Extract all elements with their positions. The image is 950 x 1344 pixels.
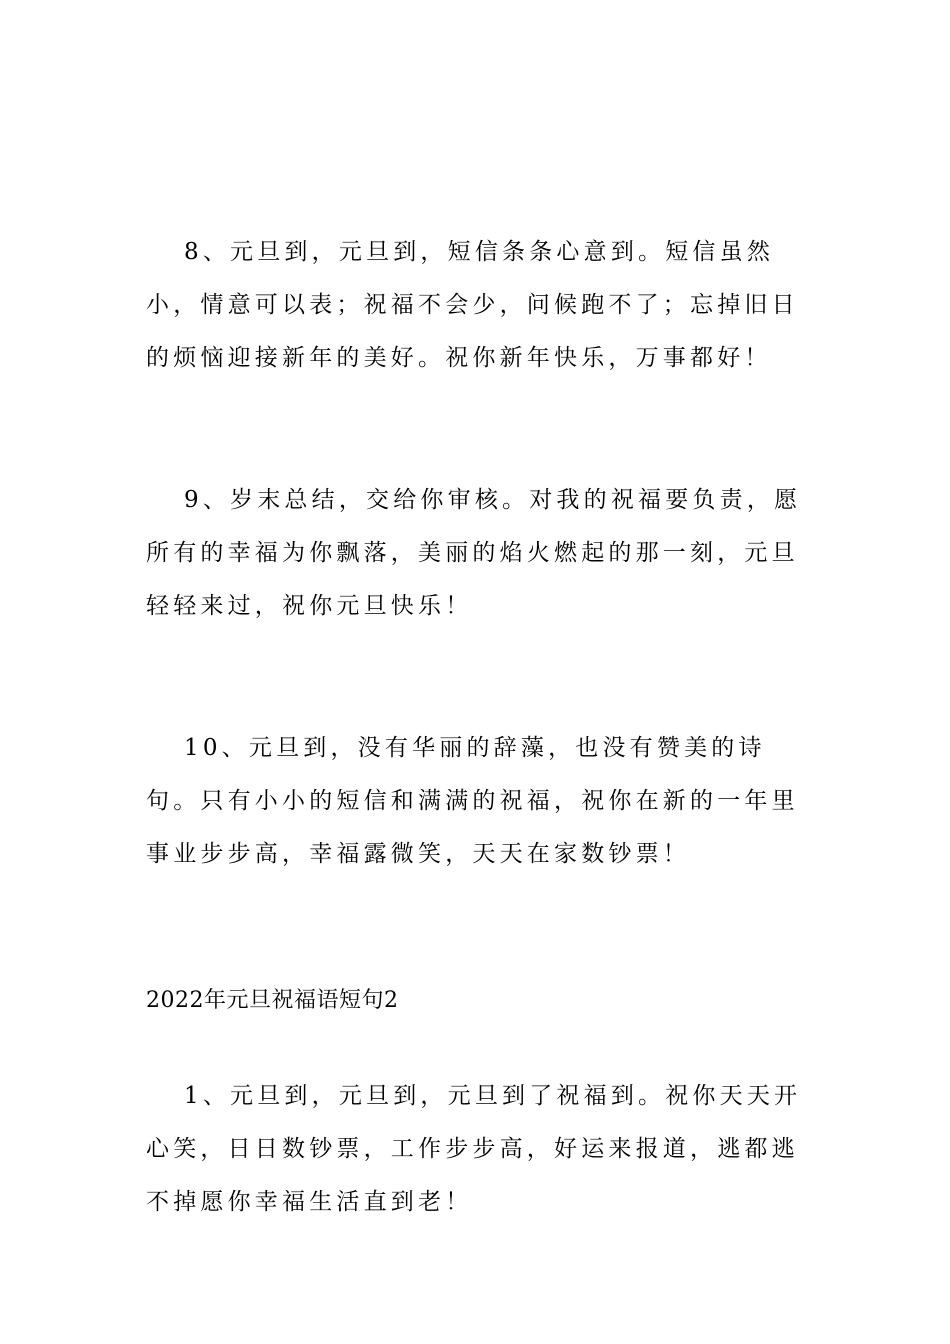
section-heading: 2022年元旦祝福语短句2	[146, 988, 399, 1013]
paragraph-1: 1、元旦到，元旦到，元旦到了祝福到。祝你天天开心笑，日日数钞票，工作步步高，好运来报道，逃都逃不掉愿你幸福生活直到老！	[146, 1083, 802, 1215]
paragraph-9: 9、岁末总结，交给你审核。对我的祝福要负责，愿所有的幸福为你飘落，美丽的焰火燃起的那一刻，元旦轻轻来过，祝你元旦快乐！	[146, 487, 802, 619]
paragraph-8: 8、元旦到，元旦到，短信条条心意到。短信虽然小，情意可以表；祝福不会少，问候跑不了；忘掉旧日的烦恼迎接新年的美好。祝你新年快乐，万事都好！	[146, 239, 799, 371]
paragraph-10: 10、元旦到，没有华丽的辞藻，也没有赞美的诗句。只有小小的短信和满满的祝福，祝你在新的一年里事业步步高，幸福露微笑，天天在家数钞票！	[146, 735, 799, 867]
